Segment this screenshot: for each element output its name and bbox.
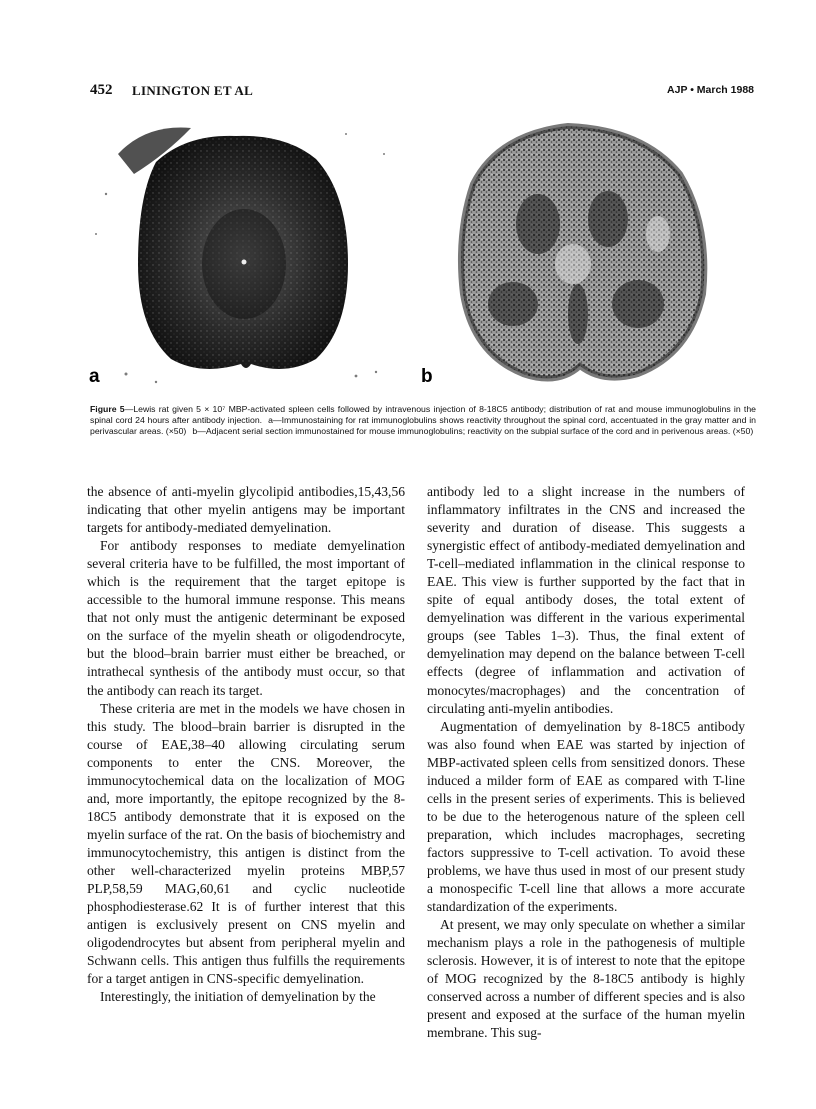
- panel-label-a: a: [89, 366, 100, 387]
- paragraph: These criteria are met in the models we have chosen in this study. The blood–brain barrier is disrupted in the course of EAE,38–40 allowing circulating serum components to enter the CNS. Moreover, the immunocytochemical data on the localization of MOG and, more importantly, the epitope recognized by the 8-18C5 antibody demonstrate that it is exposed on the myelin surface of the rat. On the basis of biochemistry and immunocytochemistry, this antigen is distinct from the other well-characterized myelin proteins MBP,57 PLP,58,59 MAG,60,61 and cyclic nucleotide phosphodiesterase.62 It is of further interest that this antigen is exclusively present on CNS myelin and oligodendrocytes but absent from peripheral myelin and Schwann cells. This antigen thus fulfills the requirements for a target antigen in CNS-specific demyelination.: [87, 700, 405, 987]
- paragraph: Interestingly, the initiation of demyelination by the: [100, 989, 376, 1005]
- paragraph: the absence of anti-myelin glycolipid antibodies,15,43,56 indicating that other myelin antigens may be important targets for antibody-mediated demyelination.: [87, 484, 405, 536]
- figure-panel-a: [86, 114, 408, 396]
- spinal-cord-micrograph-a: [86, 114, 408, 396]
- body-column-right: [427, 483, 745, 1042]
- figure-caption: [90, 404, 756, 438]
- paragraph: For antibody responses to mediate demyelination several criteria have to be fulfilled, the most important of which is the requirement that the target epitope is accessible to the humoral immune response. This means that not only must the antigenic determinant be exposed on the surface of the myelin sheath or oligodendrocyte, but the blood–brain barrier must either be breached, or intrathecal synthesis of the antibody must occur, so that the antibody can reach its target.: [87, 538, 405, 698]
- running-head-journal: AJP • March 1988: [667, 84, 754, 96]
- caption-panel-a: a—Immunostaining for rat immunoglobulins shows reactivity throughout the spinal cord, accentuated in the gray matter and in perivascular areas. (×50): [90, 415, 756, 437]
- caption-panel-b: b—Adjacent serial section immunostained for mouse immunoglobulins; reactivity on the subpial surface of the cord and in perivenous areas. (×50): [192, 426, 754, 437]
- body-column-left: [87, 483, 405, 1006]
- figure-panel-b: [418, 114, 740, 396]
- caption-intro: —Lewis rat given 5 × 10⁷ MBP-activated spleen cells followed by intravenous injection of 8-18C5 antibody; distribution of rat and mouse immunoglobulins in the spinal cord 24 hours after antibody injection.: [90, 404, 756, 426]
- running-head-authors: LININGTON ET AL: [132, 83, 254, 98]
- panel-label-b: b: [421, 366, 433, 387]
- page-number: 452: [90, 82, 113, 98]
- paragraph: At present, we may only speculate on whether a similar mechanism plays a role in the pathogenesis of multiple sclerosis. However, it is of interest to note that the epitope of MOG recognized by the 8-18C5 antibody is highly conserved across a number of different species and is also present and exposed at the surface of the human myelin membrane. This sug-: [427, 917, 745, 1041]
- caption-title: Figure 5: [90, 404, 125, 414]
- spinal-cord-micrograph-b: [418, 114, 740, 396]
- running-header: [90, 82, 754, 100]
- paragraph: Augmentation of demyelination by 8-18C5 antibody was also found when EAE was started by injection of MBP-activated spleen cells from sensitized donors. These induced a milder form of EAE as compared with T-line cells in the present series of experiments. This is believed to be due to the heterogenous nature of the spleen cell preparation, which includes macrophages, secreting factors suppressive to T-cell activation. To avoid these problems, we have thus used in most of our present study a monospecific T-cell line that allows a more accurate standardization of the experiments.: [427, 718, 745, 915]
- paragraph: antibody led to a slight increase in the numbers of inflammatory infiltrates in the CNS and increased the severity and duration of disease. This suggests a synergistic effect of antibody-mediated demyelination and T-cell–mediated inflammation in the clinical response to EAE. This view is further supported by the fact that in spite of equal antibody doses, the total extent of demyelination was different in the various experimental groups (see Tables 1–3). Thus, the final extent of demyelination may depend on the balance between T-cell effects (degree of inflammation and activation of monocytes/macrophages) and the concentration of circulating anti-myelin antibodies.: [427, 484, 745, 716]
